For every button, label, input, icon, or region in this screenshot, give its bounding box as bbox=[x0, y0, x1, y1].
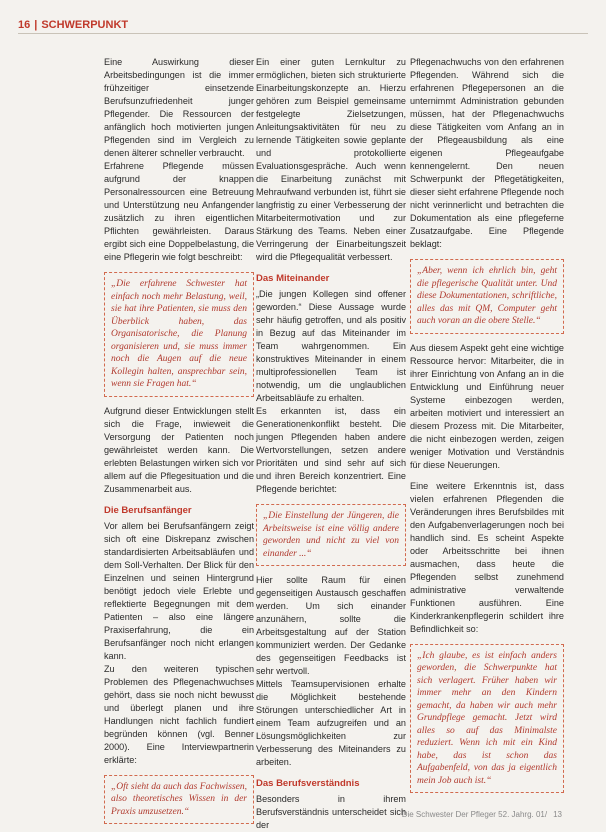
header-separator: | bbox=[34, 19, 38, 31]
section-heading: Das Berufsverständnis bbox=[256, 778, 360, 789]
paragraph: Hier sollte Raum für einen gegenseitigen Austausch geschaffen werden. Um sich einander anzunähern, sollte die Arbeitsgestaltung auf der Station kommuniziert werden. Der Gedanke des gegenseitigen Feedbacks ist sehr wertvoll. bbox=[256, 575, 406, 676]
pull-quote: „Aber, wenn ich ehrlich bin, geht die pflegerische Qualität unter. Und diese Dokumentationen, schriftliche, alles das mit QM, Computer geht auch voran an die obere Stelle.“ bbox=[410, 259, 564, 334]
column-1 bbox=[104, 56, 254, 832]
paragraph: Erfahrene Pflegende müssen aufgrund der knappen Personalressourcen eine Betreuung und Unterstützung neu Anfangender zusätzlich zu ihren eigentlichen Pflichten gewährleisten. Daraus ergibt sich eine Doppelbelastung, die eine Pflegerin wie folgt beschreibt: bbox=[104, 161, 254, 262]
pull-quote: „Oft sieht da auch das Fachwissen, also theoretisches Wissen in der Praxis umzusetzen.“ bbox=[104, 775, 254, 825]
header-rule bbox=[18, 33, 588, 34]
section-heading: Die Berufsanfänger bbox=[104, 504, 192, 516]
paragraph: Es erkannten ist, dass ein Generationenkonflikt besteht. Die jungen Pflegenden haben andere Wertvorstellungen, setzen andere Prioritäten und sind sehr auf sich und ihren Bereich konzentriert. Eine Pflegende berichtet: bbox=[256, 406, 406, 494]
paragraph: Ein einer guten Lernkultur zu ermöglichen, bieten sich strukturierte Einarbeitungskonzepte an. Hierzu gehören zum Beispiel gemeinsame festgelegte Zielsetzungen, Anleitungsaktivitäten für neu zu lernende Tätigkeiten sowie geplante und protokollierte Evaluationsgespräche. Auch wenn die Einarbeitung zunächst mit Mehraufwand verbunden ist, führt sie langfristig zu einer Verbesserung der Mitarbeitermotivation und zur Stärkung des Teams. Neben einer Verringerung der Einarbeitungszeit wird die Pflegequalität verbessert. bbox=[256, 57, 406, 262]
pull-quote: „Die Einstellung der Jüngeren, die Arbeitsweise ist eine völlig andere geworden und nicht zu viel von einander ...“ bbox=[256, 504, 406, 566]
page-footer bbox=[402, 810, 562, 819]
paragraph: Aus diesem Aspekt geht eine wichtige Ressource hervor: Mitarbeiter, die in ihrer Einrichtung von Anfang an in die Entwicklung und Einführung neuer Systeme einbezogen werden, arbeiten motiviert und interessiert an diesem Prozess mit. Die Mitarbeiter, die nicht einbezogen werden, zeigen weniger Motivation und Verständnis für diese Neuerungen. bbox=[410, 342, 564, 470]
pull-quote: „Die erfahrene Schwester hat einfach noch mehr Belastung, weil, sie hat ihre Patienten, sie muss den Überblick haben, das Organisatorische, die Planung organisieren und, sie muss immer noch die Augen auf die neue Kollegin halten, ansprechbar sein, wenn sie Fragen hat.“ bbox=[104, 272, 254, 397]
paragraph: Besonders in ihrem Berufsverständnis unterscheidet sich der bbox=[256, 794, 406, 830]
section-title: SCHWERPUNKT bbox=[41, 19, 129, 31]
paragraph: Pflegenachwuchs von den erfahrenen Pflegenden. Während sich die erfahrenen Pflegepersonen an die unternimmt Administration gebunden müssen, hat der Pflegenachwuchs diese Tätigkeiten vom Anfang an in der Pflegeausbildung als eine eigenen Pflegeaufgabe kennengelernt. Den neuen Schwerpunkt der Pflegetätigkeiten, dieser sieht erfahrene Pflegende noch nicht verinnerlicht und betrachten die Dokumentation als eine pflegeferne Zusatzaufgabe. Eine Pflegende beklagt: bbox=[410, 57, 564, 249]
paragraph: Vor allem bei Berufsanfängern zeigt sich oft eine Diskrepanz zwischen standardisierten Arbeitsabläufen und dem Soll-Verhalten. Der Blick für den Einzelnen und seinen Hintergrund benötigt jedoch viele Erlebte und reflektierte Begegnungen mit dem Patienten – also eine längere Praxiserfahrung, die ein Berufsanfänger noch nicht erlangen kann. bbox=[104, 520, 254, 661]
pull-quote: „Ich glaube, es ist einfach anders geworden, die Schwerpunkte hat sich verlagert. Früher haben wir immer mehr an den Kindern gemacht, da haben wir auch mehr Grundpflege gemacht. Jetzt wird alles so auf das Minimalste reduziert. Wenn ich mit ein Kind habe, das ist schon das Aufgabenfeld, von das ja eigentlich mein Job auch ist.“ bbox=[410, 644, 564, 794]
column-3 bbox=[410, 56, 564, 801]
section-heading: Das Miteinander bbox=[256, 273, 330, 284]
paragraph: „Die jungen Kollegen sind offener geworden.“ Diese Aussage wurde sehr häufig getroffen, und als positiv in Bezug auf das Miteinander im Team wahrgenommen. Ein konstruktives Miteinander in einem multiprofessionellen Team ist notwendig, um die unglaublichen Arbeitsabläufe zu erhalten. bbox=[256, 289, 406, 403]
paragraph: Eine Auswirkung dieser Arbeitsbedingungen ist die immer frühzeitiger einsetzende Berufsunzufriedenheit junger Pflegender. Die Ressourcen der anfänglich hoch motivierten jungen Pflegenden sind im Vergleich zu denen älterer schneller verbraucht. bbox=[104, 57, 254, 158]
paragraph: Eine weitere Erkenntnis ist, dass vielen erfahrenen Pflegenden die Veränderungen ihres Berufsbildes mit den Aufgabenverlagerungen noch bei handlich sind. Es scheint Aspekte oder Arbeitsschritte bei ihnen ausmachen, dass heute die Pflegenden selbst zunehmend administrative verwaltende Funktionen ausführen. Eine Kinderkrankenpflegerin schildert ihre Befindlichkeit so: bbox=[410, 480, 564, 634]
footer-page-number: 13 bbox=[553, 810, 562, 819]
paragraph: Aufgrund dieser Entwicklungen stellt sich die Frage, inwieweit die Versorgung der Patienten noch gewährleistet werden kann. Die erlebten Belastungen wirken sich vor allem auf die Pflegesituation und die Zusammenarbeit aus. bbox=[104, 405, 254, 494]
footer-text: Die Schwester Der Pfleger 52. Jahrg. 01/ bbox=[401, 810, 548, 819]
page-number: 16 bbox=[18, 19, 31, 31]
paragraph: Mittels Teamsupervisionen erhalte die Möglichkeit bestehende Störungen unterschiedlicher Art in einem Team aufzugreifen und an Lösungsmöglichkeiten zur Verbesserung des Miteinanders zu arbeiten. bbox=[256, 679, 406, 767]
paragraph: Zu den weiteren typischen Problemen des Pflegenachwuchses gehört, dass sie noch nicht bewusst und überlegt planen und ihre Handlungen nicht fachlich fundiert begründen können (vgl. Benner 2000). Eine Interviewpartnerin erklärte: bbox=[104, 663, 254, 765]
column-2 bbox=[256, 56, 406, 832]
page-header bbox=[18, 18, 588, 32]
